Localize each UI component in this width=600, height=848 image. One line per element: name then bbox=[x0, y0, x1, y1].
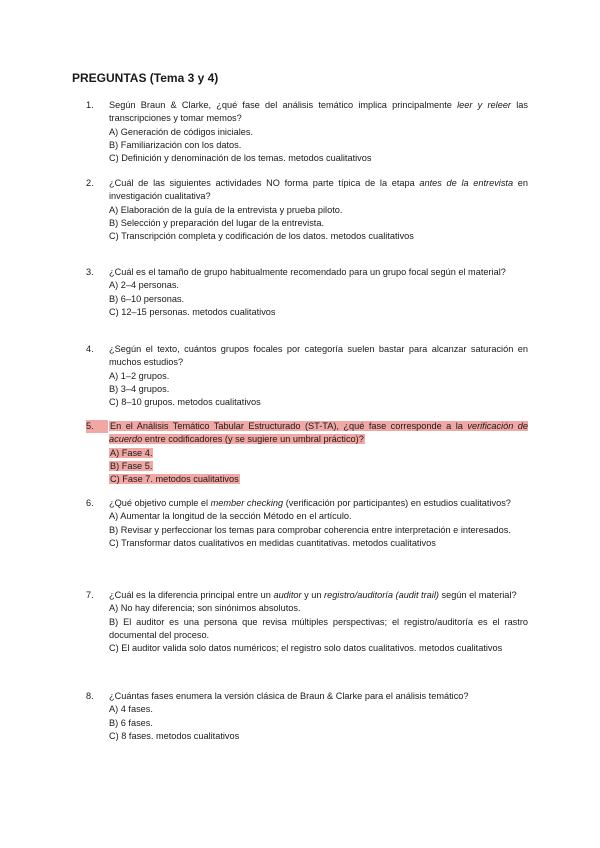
question-text: Según Braun & Clarke, ¿qué fase del análisis temático implica principalmente leer y releer las transcripciones y tomar memos? bbox=[109, 100, 528, 124]
option-b: B) Fase 5. bbox=[110, 460, 153, 471]
question-text: ¿Cuál es la diferencia principal entre un auditor y un registro/auditoría (audit trail) según el material? bbox=[109, 590, 517, 600]
question-text: ¿Qué objetivo cumple el member checking (verificación por participantes) en estudios cualitativos? bbox=[109, 498, 511, 508]
question-number: 4. bbox=[86, 344, 94, 354]
question-text: En el Análisis Temático Tabular Estructurado (ST-TA), ¿qué fase corresponde a la verificación de acuerdo entre codificadores (y se sugiere un umbral práctico)? bbox=[109, 421, 528, 445]
question-1 bbox=[86, 99, 528, 165]
option-c: C) Fase 7. metodos cualitativos bbox=[110, 474, 239, 485]
question-5-highlighted bbox=[86, 420, 528, 486]
question-number: 1. bbox=[86, 100, 94, 110]
question-7 bbox=[86, 589, 528, 655]
option-a: A) 4 fases. bbox=[109, 704, 153, 715]
question-2 bbox=[86, 177, 528, 243]
question-number: 2. bbox=[86, 178, 94, 188]
option-b: B) 6 fases. bbox=[109, 717, 153, 728]
option-a: A) Fase 4. bbox=[110, 447, 153, 458]
question-number: 6. bbox=[86, 498, 94, 508]
option-a: A) Aumentar la longitud de la sección Método en el artículo. bbox=[109, 511, 352, 522]
option-c: C) 8 fases. metodos cualitativos bbox=[109, 730, 240, 741]
question-3 bbox=[86, 266, 528, 319]
option-b: B) El auditor es una persona que revisa múltiples perspectivas; el registro/auditoría es el rastro documental del proceso. bbox=[109, 616, 528, 640]
question-number: 3. bbox=[86, 267, 94, 277]
option-a: A) Elaboración de la guía de la entrevista y prueba piloto. bbox=[109, 204, 343, 215]
question-text: ¿Cuál es el tamaño de grupo habitualmente recomendado para un grupo focal según el material? bbox=[109, 267, 506, 277]
option-a: A) Generación de códigos iniciales. bbox=[109, 126, 254, 137]
question-number: 8. bbox=[86, 691, 94, 701]
question-6 bbox=[86, 497, 528, 550]
question-8 bbox=[86, 690, 528, 743]
question-4 bbox=[86, 343, 528, 409]
question-text: ¿Cuál de las siguientes actividades NO forma parte típica de la etapa antes de la entrevista en investigación cualitativa? bbox=[109, 178, 529, 202]
option-b: B) Familiarización con los datos. bbox=[109, 139, 242, 150]
option-c: C) Transformar datos cualitativos en medidas cuantitativas. metodos cualitativos bbox=[109, 537, 436, 548]
option-b: B) 3–4 grupos. bbox=[109, 383, 170, 394]
question-text: ¿Según el texto, cuántos grupos focales por categoría suelen bastar para alcanzar saturación en muchos estudios? bbox=[109, 344, 528, 368]
option-c: C) El auditor valida solo datos numéricos; el registro solo datos cualitativos. metodos cualitativos bbox=[109, 643, 503, 654]
option-b: B) 6–10 personas. bbox=[109, 293, 185, 304]
option-c: C) Definición y denominación de los temas. metodos cualitativos bbox=[109, 153, 372, 164]
question-text: ¿Cuántas fases enumera la versión clásica de Braun & Clarke para el análisis temático? bbox=[109, 691, 469, 701]
option-c: C) 12–15 personas. metodos cualitativos bbox=[109, 306, 276, 317]
option-b: B) Revisar y perfeccionar los temas para comprobar coherencia entre interpretación e interesados. bbox=[109, 524, 511, 535]
option-c: C) Transcripción completa y codificación de los datos. metodos cualitativos bbox=[109, 231, 414, 242]
option-c: C) 8–10 grupos. metodos cualitativos bbox=[109, 397, 261, 408]
option-a: A) 1–2 grupos. bbox=[109, 370, 170, 381]
question-number: 5. bbox=[86, 420, 108, 433]
question-number: 7. bbox=[86, 590, 94, 600]
page-title: PREGUNTAS (Tema 3 y 4) bbox=[72, 71, 219, 85]
option-a: A) 2–4 personas. bbox=[109, 280, 179, 291]
option-a: A) No hay diferencia; son sinónimos absolutos. bbox=[109, 603, 301, 614]
option-b: B) Selección y preparación del lugar de la entrevista. bbox=[109, 217, 325, 228]
